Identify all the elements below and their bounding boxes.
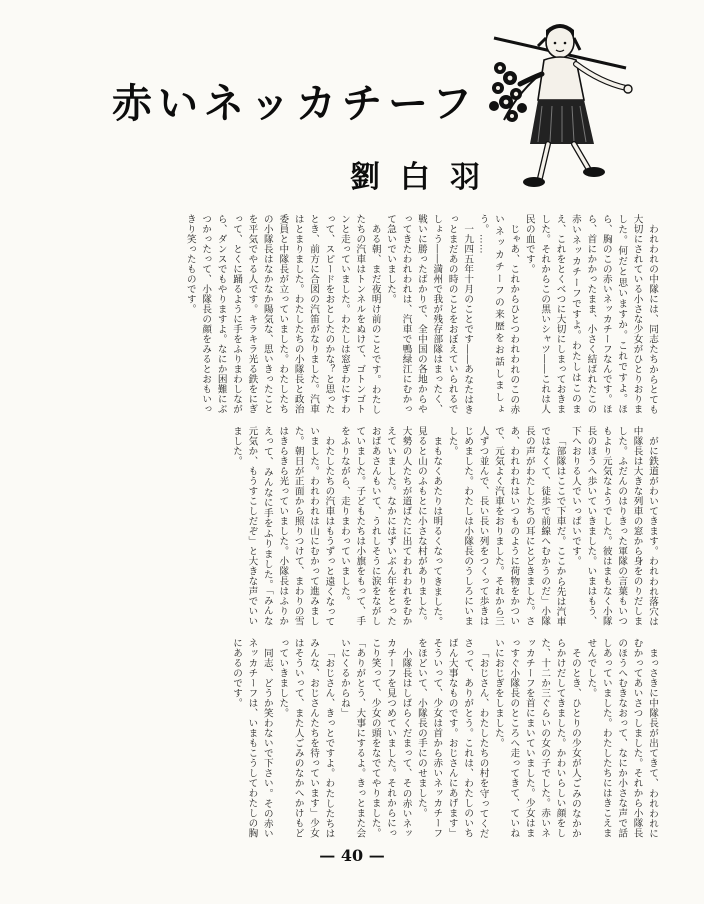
- text-tier-upper: [60, 214, 660, 414]
- article-body: [60, 214, 660, 842]
- paragraph: 「おじさん、わたしたちの村を守ってくださって、ありがとう。これは、わたしのいちばん大事なものです。おじさんにあげます」そういって、少女は首から赤いネッカチーフをほどいて、小隊長の手にのせました。: [415, 638, 489, 838]
- article-title: 赤いネッカチーフ: [112, 80, 478, 127]
- paragraph: 同志、どうか笑わないで下さい。その赤いネッカチーフは、いまもこうしてわたしの胸にあるのです。: [231, 638, 273, 838]
- paragraph: まもなくあたりは明るくなってきました。見ると山のふもとに小さな村がありました。大勢の人たちが道ばたに出てわれわれをむかえていました。なかにはずいぶん年をとったおばあさんもいて、うれしそうに涙をながしていました。子どもたちは小旗をもって、手をふりながら、走りまわっていました。: [338, 426, 443, 626]
- page-number: — 40 —: [319, 846, 385, 865]
- paragraph: そのとき、ひとりの少女が人ごみのなかからかけだしてきました。かわいらしい顔をした、十二か三ぐらいの女の子でした。赤いネッカチーフを首にまいていました。少女はまっすぐ小隊長のところへ走ってきて、ていねいにおじぎをしました。: [492, 638, 581, 838]
- author-name: 劉白羽: [350, 160, 500, 195]
- text-tier-lower: [60, 638, 660, 838]
- paragraph: がに鉄道がわいてきます。われわれ落穴は中隊長は大きな列車の窓から身をのりだしました。ふだんのはりきった軍隊の言葉もいつもより元気なようでした。彼はまもなく小隊長のほうへ歩いていきました。いまはもう、下へおりる人でいっぱいです。: [569, 426, 658, 626]
- paragraph: われわれの中隊には、同志たちからとても大切にされている小さな少女がひとりおりました。何だと思いますか。これですよ。ほら、胸のこの赤いネッカチーフなんです。ほら、首にかかったまま、小さく結ばれたこの赤いネッカチーフですよ。わたしはこのまえ、これをとくべつに大切にしまっておきました。それからこの黒いシャツ――これは人民の血です。: [523, 214, 658, 414]
- girl-carrying-flowers-illustration: [476, 16, 652, 200]
- text-tier-middle: [60, 426, 660, 626]
- paragraph: わたしたちの汽車はもうずっと遠くなっていました。われわれは山にむかって進みました。朝日が正面から照りつけて、まわりの雪はきらきら光っていました。小隊長はふりかえって、みんなに手をふりました。「みんな元気か、もうすこしだぞ」と大きな声でいいました。: [231, 426, 335, 626]
- paragraph: 一九四五年十月のことです――あなたはきっとまだあの時のことをおぼえていられるでしょう――満州で我が残存部隊はまったく、戦いに勝ったばかりで、全中国の各地からやってきたわれわれは、汽車で鴨緑江にむかって急いでいました。: [385, 214, 474, 414]
- paragraph: じゃあ、これからひとつわれわれのこの赤いネッカチーフの来歴をお話しましょう。……: [477, 214, 520, 414]
- paragraph: ある朝、まだ夜明け前のことです。わたしたちの汽車はトンネルをぬけて、ゴトンゴトンと走っていました。わたしは窓ぎわにすわって、スピードをおとしたのかな？と思ったとき、前方に合図の汽笛がなりました。汽車はとまりました。わたしたちの小隊長と政治委員と中隊長が立っていました。わたしたちの小隊長はなかなか陽気な、思いきったことを平気でやる人です。キラキラ光る鉄をにぎって、とくに踊るように手をふりまわしながら、ダンスでもやりますよ。なにか困難にぶつかったって、小隊長の顔をみるとおもいっきり笑ったものです。: [184, 214, 381, 414]
- paragraph: 「おじさん、きっとですよ。わたしたちはみんな、おじさんたちを待っています」少女はそういって、また人ごみのなかへかけもどっていきました。: [277, 638, 335, 838]
- paragraph: まっさきに中隊長が出てきて、われわれにむかってあいさつしました。それから小隊長のほうへむきなおって、なにか小さな声で話しあっていました。わたしたちにはきこえませんでした。: [585, 638, 658, 838]
- paragraph: 小隊長はしばらくだまって、その赤いネッカチーフを見つめていました。それからにっこり笑って、少女の頭をなでてやりました。「ありがとう、大事にするよ。きっとまた会いにくるからね」: [338, 638, 412, 838]
- paragraph: 「部隊はここで下車だ。ここから先は汽車ではなくて、徒歩で前線へむかうのだ」小隊長の声がわたしたちの耳にとどきました。さあ、われわれはいつものように荷物をかついで、元気よく汽車をおりました。それから三人ずつ並んで、長い長い列をつくって歩きはじめました。わたしは小隊長のうしろにいました。: [446, 426, 566, 626]
